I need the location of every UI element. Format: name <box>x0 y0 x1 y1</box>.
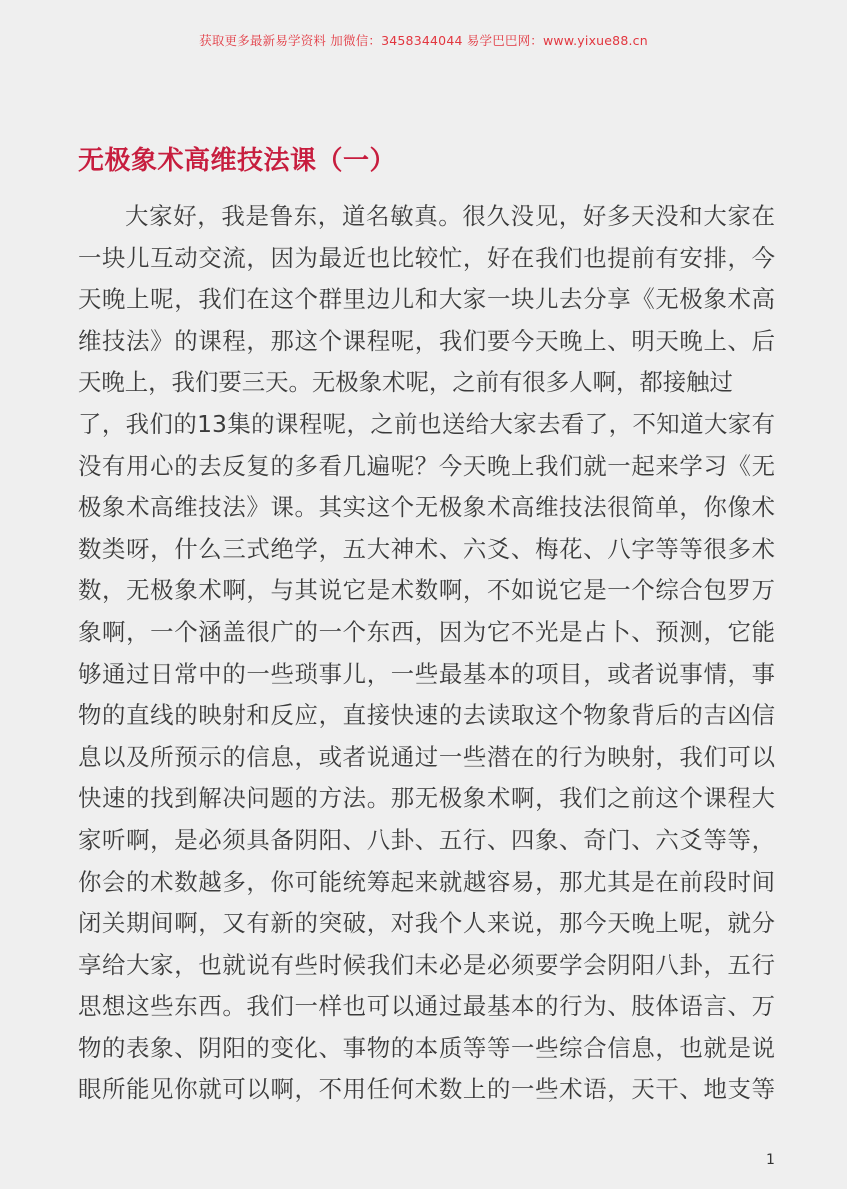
text-line: 了，我们的13集的课程呢，之前也送给大家去看了，不知道大家有 <box>78 409 775 438</box>
text-line: 眼所能见你就可以啊，不用任何术数上的一些术语，天干、地支等 <box>78 1075 775 1104</box>
text-line: 闭关期间啊，又有新的突破，对我个人来说，那今天晚上呢，就分 <box>78 909 775 938</box>
text-line: 思想这些东西。我们一样也可以通过最基本的行为、肢体语言、万 <box>78 992 775 1021</box>
text-line: 物的直线的映射和反应，直接快速的去读取这个物象背后的吉凶信 <box>78 701 775 730</box>
text-line: 大家好，我是鲁东，道名敏真。很久没见，好多天没和大家在 <box>125 202 775 230</box>
text-line: 没有用心的去反复的多看几遍呢？今天晚上我们就一起来学习《无 <box>78 451 775 480</box>
text-line: 象啊，一个涵盖很广的一个东西，因为它不光是占卜、预测，它能 <box>78 617 775 646</box>
header-banner: 获取更多最新易学资料 加微信：3458344044 易学巴巴网：www.yixue88.cn <box>199 33 648 48</box>
text-line: 享给大家，也就说有些时候我们未必是必须要学会阴阳八卦，五行 <box>78 950 775 979</box>
body-text <box>78 196 775 1111</box>
text-line: 你会的术数越多，你可能统筹起来就越容易，那尤其是在前段时间 <box>78 867 775 896</box>
text-line: 天晚上呢，我们在这个群里边儿和大家一块儿去分享《无极象术高 <box>78 285 775 314</box>
page-title: 无极象术高维技法课（一） <box>78 146 397 176</box>
text-line: 息以及所预示的信息，或者说通过一些潜在的行为映射，我们可以 <box>78 742 775 771</box>
text-line: 极象术高维技法》课。其实这个无极象术高维技法很简单，你像术 <box>78 493 775 522</box>
text-line: 数类呀，什么三式绝学，五大神术、六爻、梅花、八字等等很多术 <box>78 534 775 563</box>
text-line: 一块儿互动交流，因为最近也比较忙，好在我们也提前有安排，今 <box>78 243 775 272</box>
text-line: 物的表象、阴阳的变化、事物的本质等等一些综合信息，也就是说 <box>78 1033 775 1062</box>
text-line: 数，无极象术啊，与其说它是术数啊，不如说它是一个综合包罗万 <box>78 576 775 605</box>
text-line: 天晚上，我们要三天。无极象术呢，之前有很多人啊，都接触过 <box>78 368 733 397</box>
text-line: 家听啊，是必须具备阴阳、八卦、五行、四象、奇门、六爻等等， <box>78 825 775 854</box>
text-line: 快速的找到解决问题的方法。那无极象术啊，我们之前这个课程大 <box>78 784 775 813</box>
text-line: 维技法》的课程，那这个课程呢，我们要今天晚上、明天晚上、后 <box>78 326 775 355</box>
page-number: 1 <box>766 1152 775 1168</box>
text-line: 够通过日常中的一些琐事儿，一些最基本的项目，或者说事情，事 <box>78 659 775 688</box>
